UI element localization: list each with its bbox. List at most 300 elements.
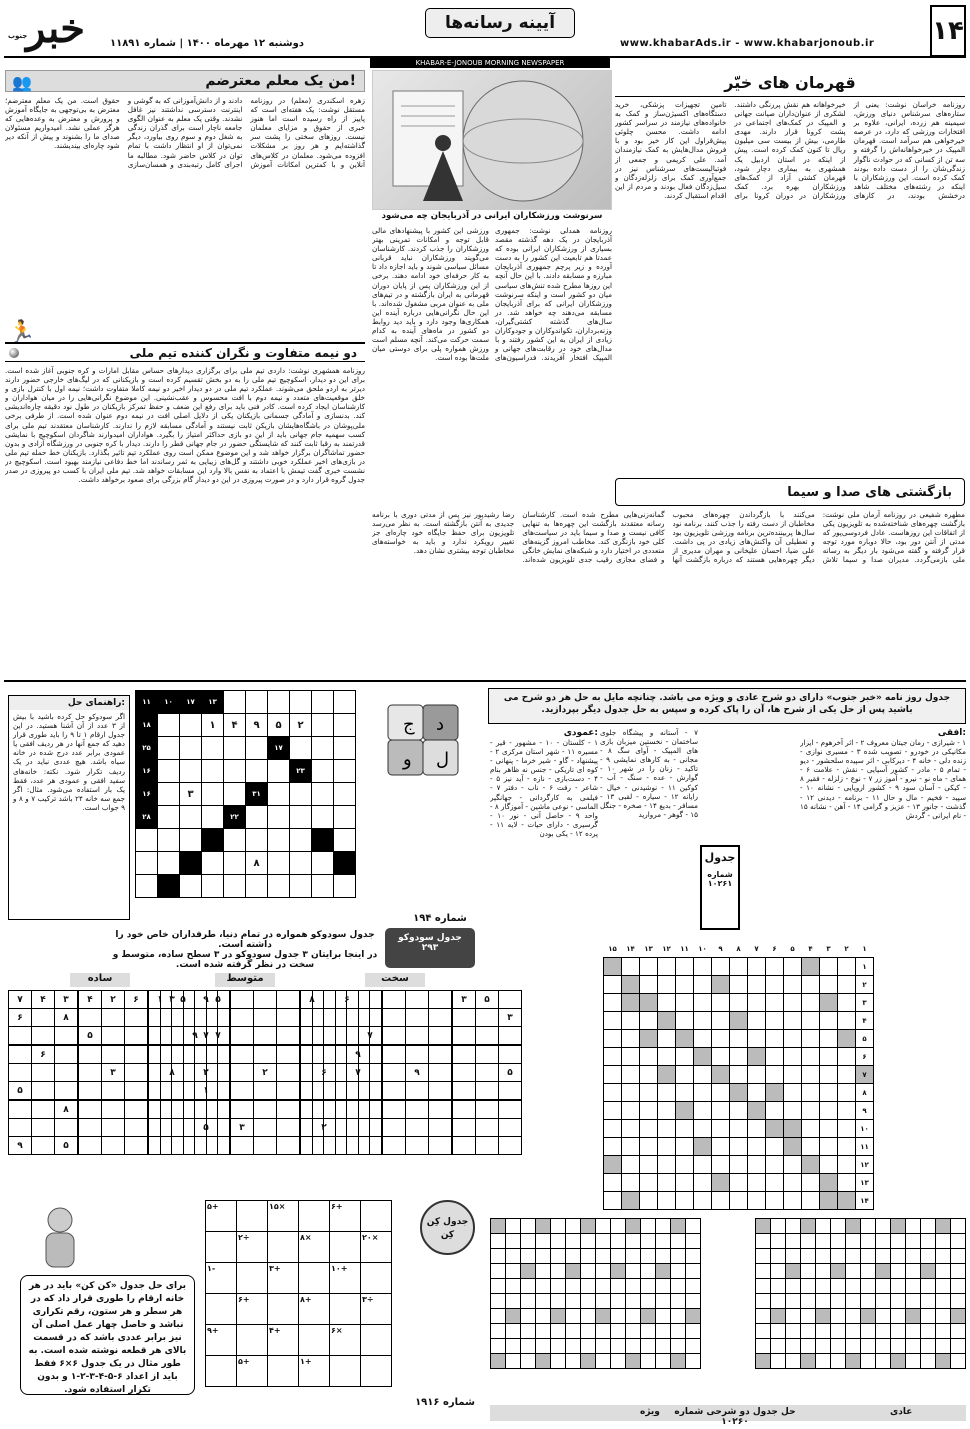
crossword-cell[interactable]: [748, 958, 766, 976]
sudoku-cell[interactable]: [102, 1137, 125, 1155]
sudoku-cell[interactable]: ۵: [78, 1027, 102, 1046]
crossword-cell[interactable]: [820, 958, 838, 976]
crossword-cell[interactable]: [730, 958, 748, 976]
arrow-crossword-grid[interactable]: [135, 690, 365, 920]
sudoku-cell[interactable]: [78, 1045, 102, 1064]
sudoku-cell[interactable]: [161, 1082, 184, 1101]
crossword-cell[interactable]: [658, 1030, 676, 1048]
crossword-cell[interactable]: [694, 994, 712, 1012]
crossword-cell[interactable]: [838, 1066, 856, 1084]
crossword-cell[interactable]: ۱۰: [856, 1120, 874, 1138]
crossword-cell[interactable]: ۴: [856, 1012, 874, 1030]
sudoku-cell[interactable]: [382, 1009, 406, 1027]
kenken-cell[interactable]: ۲÷: [237, 1232, 268, 1263]
sudoku-cell[interactable]: [102, 1045, 125, 1064]
crossword-cell[interactable]: [694, 1120, 712, 1138]
kenken-cell[interactable]: [361, 1201, 392, 1232]
sudoku-cell[interactable]: [102, 1119, 125, 1137]
crossword-cell[interactable]: [676, 1012, 694, 1030]
sudoku-cell[interactable]: [359, 1009, 383, 1027]
crossword-cell[interactable]: [820, 1084, 838, 1102]
crossword-cell[interactable]: [784, 994, 802, 1012]
arrow-cell[interactable]: [224, 737, 246, 760]
crossword-cell[interactable]: [820, 976, 838, 994]
sudoku-cell[interactable]: ۷: [207, 1027, 231, 1046]
arrow-cell[interactable]: ۸: [246, 852, 268, 875]
sudoku-cell[interactable]: [336, 1064, 359, 1082]
sudoku-cell[interactable]: [32, 1082, 55, 1101]
crossword-cell[interactable]: [784, 1084, 802, 1102]
kenken-cell[interactable]: [299, 1325, 330, 1356]
arrow-cell[interactable]: [312, 714, 334, 737]
sudoku-cell[interactable]: [359, 1064, 383, 1082]
sudoku-cell[interactable]: [277, 1027, 301, 1046]
sudoku-cell[interactable]: [382, 991, 406, 1009]
sudoku-cell[interactable]: [125, 1027, 149, 1046]
crossword-cell[interactable]: [766, 1156, 784, 1174]
crossword-cell[interactable]: [604, 976, 622, 994]
sudoku-cell[interactable]: [125, 1082, 149, 1101]
crossword-cell[interactable]: [748, 1156, 766, 1174]
crossword-cell[interactable]: [658, 1048, 676, 1066]
sudoku-cell[interactable]: ۹: [184, 1027, 207, 1046]
arrow-cell[interactable]: ۹: [246, 714, 268, 737]
arrow-cell[interactable]: [312, 852, 334, 875]
sudoku-cell[interactable]: [452, 1119, 476, 1137]
crossword-cell[interactable]: [712, 1084, 730, 1102]
crossword-cell[interactable]: [676, 1048, 694, 1066]
kenken-cell[interactable]: [299, 1263, 330, 1294]
arrow-cell[interactable]: [202, 806, 224, 829]
crossword-cell[interactable]: [694, 958, 712, 976]
sudoku-cell[interactable]: [125, 1064, 149, 1082]
crossword-cell[interactable]: [730, 1066, 748, 1084]
sudoku-cell[interactable]: [254, 1082, 277, 1101]
crossword-cell[interactable]: ۲: [856, 976, 874, 994]
arrow-cell[interactable]: [290, 852, 312, 875]
arrow-cell[interactable]: [180, 714, 202, 737]
sudoku-cell[interactable]: [336, 1045, 359, 1064]
sudoku-cell[interactable]: [429, 1137, 453, 1155]
sudoku-cell[interactable]: [55, 1064, 79, 1082]
sudoku-cell[interactable]: ۷: [359, 1027, 383, 1046]
kenken-cell[interactable]: ۱+: [299, 1356, 330, 1387]
sudoku-cell[interactable]: [382, 1045, 406, 1064]
sudoku-cell[interactable]: [452, 1027, 476, 1046]
arrow-cell[interactable]: [202, 760, 224, 783]
crossword-cell[interactable]: [730, 1138, 748, 1156]
sudoku-cell[interactable]: ۹: [195, 991, 218, 1009]
sudoku-cell[interactable]: [125, 1009, 149, 1027]
arrow-cell[interactable]: [224, 875, 246, 898]
crossword-cell[interactable]: [622, 1156, 640, 1174]
sudoku-cell[interactable]: ۵: [172, 991, 195, 1009]
sudoku-cell[interactable]: [161, 1137, 184, 1155]
crossword-cell[interactable]: [766, 994, 784, 1012]
sudoku-cell[interactable]: [382, 1082, 406, 1101]
sudoku-cell[interactable]: ۶: [32, 1045, 55, 1064]
sudoku-cell[interactable]: ۹: [347, 1045, 370, 1064]
crossword-cell[interactable]: [694, 976, 712, 994]
kenken-cell[interactable]: ۶+: [330, 1201, 361, 1232]
sudoku-cell[interactable]: ۹: [9, 1137, 32, 1155]
kenken-cell[interactable]: ۶+: [237, 1294, 268, 1325]
sudoku-cell[interactable]: ۵: [55, 1137, 79, 1155]
sudoku-cell[interactable]: [9, 1027, 32, 1046]
crossword-cell[interactable]: [658, 1102, 676, 1120]
sudoku-cell[interactable]: [382, 1119, 406, 1137]
sudoku-cell[interactable]: [429, 991, 453, 1009]
sudoku-cell[interactable]: [429, 1027, 453, 1046]
arrow-cell[interactable]: [312, 875, 334, 898]
arrow-cell[interactable]: [180, 806, 202, 829]
kenken-cell[interactable]: [361, 1263, 392, 1294]
crossword-cell[interactable]: [802, 1066, 820, 1084]
sudoku-cell[interactable]: [184, 1045, 207, 1064]
sudoku-cell[interactable]: [277, 1137, 301, 1155]
sudoku-cell[interactable]: [452, 1082, 476, 1101]
crossword-cell[interactable]: [694, 1012, 712, 1030]
sudoku-cell[interactable]: [452, 1009, 476, 1027]
crossword-cell[interactable]: [712, 1030, 730, 1048]
crossword-cell[interactable]: [820, 1048, 838, 1066]
arrow-cell[interactable]: [158, 852, 180, 875]
crossword-cell[interactable]: [712, 1120, 730, 1138]
arrow-cell[interactable]: [202, 875, 224, 898]
crossword-cell[interactable]: ۳: [856, 994, 874, 1012]
arrow-cell[interactable]: [268, 691, 290, 714]
crossword-cell[interactable]: [640, 1120, 658, 1138]
sudoku-cell[interactable]: [9, 1045, 32, 1064]
crossword-cell[interactable]: [820, 1030, 838, 1048]
sudoku-cell[interactable]: ۵: [476, 991, 499, 1009]
crossword-cell[interactable]: [838, 976, 856, 994]
sudoku-cell[interactable]: [406, 1137, 429, 1155]
sudoku-cell[interactable]: ۶: [336, 991, 359, 1009]
arrow-cell[interactable]: [268, 852, 290, 875]
crossword-cell[interactable]: [838, 1084, 856, 1102]
crossword-cell[interactable]: [784, 1156, 802, 1174]
crossword-cell[interactable]: [730, 1102, 748, 1120]
kenken-cell[interactable]: [268, 1232, 299, 1263]
sudoku-cell[interactable]: ۵: [207, 991, 231, 1009]
arrow-cell[interactable]: [224, 691, 246, 714]
kenken-cell[interactable]: ۱۰+: [330, 1263, 361, 1294]
arrow-cell[interactable]: [224, 829, 246, 852]
crossword-cell[interactable]: [712, 1138, 730, 1156]
urls[interactable]: www.khabarAds.ir - www.khabarjonoub.ir: [620, 38, 875, 49]
crossword-cell[interactable]: [766, 1030, 784, 1048]
sudoku-cell[interactable]: [161, 1009, 184, 1027]
sudoku-cell[interactable]: [55, 1119, 79, 1137]
kenken-cell[interactable]: [206, 1294, 237, 1325]
arrow-cell[interactable]: [334, 691, 356, 714]
crossword-cell[interactable]: [766, 1066, 784, 1084]
kenken-cell[interactable]: ۵+: [237, 1356, 268, 1387]
sudoku-cell[interactable]: [207, 1009, 231, 1027]
arrow-cell[interactable]: [334, 783, 356, 806]
crossword-cell[interactable]: [640, 1012, 658, 1030]
arrow-cell[interactable]: [224, 852, 246, 875]
sudoku-cell[interactable]: ۳: [499, 1009, 522, 1027]
crossword-cell[interactable]: [802, 1048, 820, 1066]
crossword-cell[interactable]: [748, 1138, 766, 1156]
arrow-cell[interactable]: [312, 806, 334, 829]
sudoku-cell[interactable]: ۳: [161, 991, 184, 1009]
crossword-cell[interactable]: [766, 1048, 784, 1066]
crossword-cell[interactable]: [694, 1030, 712, 1048]
sudoku-cell[interactable]: [254, 1119, 277, 1137]
arrow-cell[interactable]: [158, 737, 180, 760]
sudoku-cell[interactable]: ۱: [195, 1082, 218, 1101]
crossword-cell[interactable]: [784, 1192, 802, 1210]
crossword-cell[interactable]: ۵: [856, 1030, 874, 1048]
sudoku-cell[interactable]: [277, 1045, 301, 1064]
crossword-cell[interactable]: [748, 1192, 766, 1210]
arrow-cell[interactable]: [202, 852, 224, 875]
sudoku-cell[interactable]: ۱: [148, 991, 172, 1009]
crossword-cell[interactable]: [676, 1156, 694, 1174]
crossword-cell[interactable]: [820, 1156, 838, 1174]
crossword-cell[interactable]: [748, 1174, 766, 1192]
arrow-cell[interactable]: [334, 714, 356, 737]
sudoku-cell[interactable]: ۷: [347, 1064, 370, 1082]
crossword-cell[interactable]: ۸: [856, 1084, 874, 1102]
sudoku-cell[interactable]: [184, 1082, 207, 1101]
crossword-cell[interactable]: [802, 1030, 820, 1048]
arrow-cell[interactable]: [312, 691, 334, 714]
crossword-cell[interactable]: [838, 1138, 856, 1156]
sudoku-cell[interactable]: [184, 991, 207, 1009]
arrow-cell[interactable]: [290, 875, 312, 898]
crossword-cell[interactable]: [622, 1066, 640, 1084]
kenken-cell[interactable]: ۹+: [206, 1325, 237, 1356]
kenken-cell[interactable]: [330, 1294, 361, 1325]
crossword-cell[interactable]: [748, 994, 766, 1012]
crossword-cell[interactable]: [748, 1030, 766, 1048]
sudoku-cell[interactable]: ۲: [254, 1064, 277, 1082]
crossword-cell[interactable]: [784, 1030, 802, 1048]
crossword-cell[interactable]: [676, 994, 694, 1012]
sudoku-cell[interactable]: [161, 1100, 184, 1119]
arrow-cell[interactable]: [246, 760, 268, 783]
sudoku-cell[interactable]: [336, 1100, 359, 1119]
sudoku-cell[interactable]: [277, 1082, 301, 1101]
sudoku-cell[interactable]: [102, 1100, 125, 1119]
sudoku-cell[interactable]: [32, 1119, 55, 1137]
sudoku-cell[interactable]: [207, 1064, 231, 1082]
crossword-cell[interactable]: ۱۳: [856, 1174, 874, 1192]
sudoku-cell[interactable]: [336, 1027, 359, 1046]
crossword-cell[interactable]: [820, 1120, 838, 1138]
crossword-cell[interactable]: [784, 1174, 802, 1192]
arrow-cell[interactable]: [136, 875, 158, 898]
crossword-cell[interactable]: [784, 1066, 802, 1084]
crossword-cell[interactable]: [784, 976, 802, 994]
crossword-cell[interactable]: [622, 1120, 640, 1138]
sudoku-cell[interactable]: [125, 1137, 149, 1155]
crossword-cell[interactable]: [712, 1156, 730, 1174]
arrow-cell[interactable]: [158, 806, 180, 829]
sudoku-cell[interactable]: [452, 1137, 476, 1155]
crossword-cell[interactable]: [712, 1102, 730, 1120]
sudoku-cell[interactable]: [313, 991, 336, 1009]
kenken-cell[interactable]: [206, 1232, 237, 1263]
crossword-cell[interactable]: [658, 1174, 676, 1192]
logo[interactable]: خبر جنوب: [8, 5, 85, 52]
sudoku-cell[interactable]: [359, 1119, 383, 1137]
crossword-cell[interactable]: [604, 1084, 622, 1102]
crossword-cell[interactable]: [622, 1102, 640, 1120]
sudoku-cell[interactable]: [78, 1064, 102, 1082]
sudoku-cell[interactable]: [406, 991, 429, 1009]
crossword-cell[interactable]: [820, 1012, 838, 1030]
sudoku-cell[interactable]: ۸: [55, 1009, 79, 1027]
sudoku-cell[interactable]: [277, 1009, 301, 1027]
sudoku-cell[interactable]: ۷: [9, 991, 32, 1009]
crossword-cell[interactable]: [748, 1012, 766, 1030]
sudoku-cell[interactable]: [429, 1082, 453, 1101]
sudoku-cell[interactable]: [313, 1082, 336, 1101]
arrow-cell[interactable]: [158, 714, 180, 737]
crossword-cell[interactable]: [748, 1120, 766, 1138]
sudoku-cell[interactable]: [254, 1027, 277, 1046]
crossword-cell[interactable]: [640, 1138, 658, 1156]
crossword-cell[interactable]: ۱۱: [856, 1138, 874, 1156]
sudoku-cell[interactable]: ۷: [195, 1027, 218, 1046]
sudoku-cell[interactable]: [277, 991, 301, 1009]
crossword-cell[interactable]: [640, 1084, 658, 1102]
crossword-cell[interactable]: [640, 1066, 658, 1084]
crossword-cell[interactable]: [604, 1138, 622, 1156]
sudoku-cell[interactable]: [161, 1027, 184, 1046]
sudoku-cell[interactable]: [313, 1137, 336, 1155]
sudoku-cell[interactable]: ۴: [78, 991, 102, 1009]
crossword-cell[interactable]: [622, 1048, 640, 1066]
sudoku-cell[interactable]: [230, 1064, 254, 1082]
arrow-cell[interactable]: [202, 737, 224, 760]
crossword-cell[interactable]: [604, 1102, 622, 1120]
crossword-cell[interactable]: [766, 976, 784, 994]
sudoku-cell[interactable]: [429, 1119, 453, 1137]
crossword-cell[interactable]: [766, 958, 784, 976]
sudoku-cell[interactable]: [125, 1100, 149, 1119]
sudoku-cell[interactable]: [336, 1137, 359, 1155]
sudoku-cell[interactable]: [336, 1009, 359, 1027]
sudoku-cell[interactable]: [277, 1119, 301, 1137]
crossword-cell[interactable]: [622, 1030, 640, 1048]
arrow-cell[interactable]: [224, 760, 246, 783]
crossword-cell[interactable]: [838, 1120, 856, 1138]
arrow-cell[interactable]: ۱: [202, 714, 224, 737]
crossword-cell[interactable]: [622, 1138, 640, 1156]
sudoku-cell[interactable]: [406, 1045, 429, 1064]
kenken-cell[interactable]: ۶×: [330, 1325, 361, 1356]
sudoku-cell[interactable]: [429, 1009, 453, 1027]
sudoku-cell[interactable]: [313, 1100, 336, 1119]
crossword-cell[interactable]: [802, 994, 820, 1012]
kenken-cell[interactable]: ۸×: [299, 1232, 330, 1263]
crossword-cell[interactable]: [730, 1192, 748, 1210]
sudoku-cell[interactable]: [452, 1064, 476, 1082]
arrow-cell[interactable]: [158, 829, 180, 852]
kenken-cell[interactable]: ۱-: [206, 1263, 237, 1294]
crossword-cell[interactable]: [640, 1174, 658, 1192]
crossword-cell[interactable]: [766, 1174, 784, 1192]
arrow-cell[interactable]: [334, 806, 356, 829]
arrow-cell[interactable]: [180, 829, 202, 852]
kenken-cell[interactable]: ۳+: [268, 1263, 299, 1294]
sudoku-cell[interactable]: [102, 1027, 125, 1046]
arrow-cell[interactable]: [312, 760, 334, 783]
arrow-cell[interactable]: [290, 737, 312, 760]
kenken-cell[interactable]: [206, 1356, 237, 1387]
sudoku-cell[interactable]: [313, 1045, 336, 1064]
arrow-cell[interactable]: ۲: [290, 714, 312, 737]
crossword-cell[interactable]: [838, 994, 856, 1012]
arrow-cell[interactable]: [246, 829, 268, 852]
sudoku-cell[interactable]: [207, 1137, 231, 1155]
kenken-cell[interactable]: [361, 1325, 392, 1356]
sudoku-cell[interactable]: [254, 991, 277, 1009]
sudoku-cell[interactable]: [230, 1009, 254, 1027]
sudoku-cell[interactable]: [184, 1100, 207, 1119]
sudoku-cell[interactable]: [452, 1045, 476, 1064]
crossword-cell[interactable]: [658, 994, 676, 1012]
crossword-cell[interactable]: [676, 1192, 694, 1210]
kenken-cell[interactable]: ۵+: [206, 1201, 237, 1232]
crossword-cell[interactable]: [820, 1138, 838, 1156]
sudoku-cell[interactable]: [78, 1100, 102, 1119]
sudoku-cell[interactable]: [9, 1100, 32, 1119]
sudoku-cell[interactable]: ۶: [125, 991, 149, 1009]
arrow-cell[interactable]: [136, 852, 158, 875]
arrow-cell[interactable]: [268, 875, 290, 898]
kenken-cell[interactable]: [237, 1201, 268, 1232]
sudoku-cell[interactable]: [55, 1082, 79, 1101]
arrow-cell[interactable]: [290, 806, 312, 829]
arrow-cell[interactable]: [290, 783, 312, 806]
crossword-cell[interactable]: [676, 1084, 694, 1102]
crossword-cell[interactable]: [676, 1138, 694, 1156]
arrow-cell[interactable]: [312, 783, 334, 806]
arrow-cell[interactable]: [268, 783, 290, 806]
crossword-grid[interactable]: [603, 940, 874, 1210]
arrow-cell[interactable]: [334, 760, 356, 783]
sudoku-cell[interactable]: ۹: [406, 1064, 429, 1082]
crossword-cell[interactable]: [694, 1174, 712, 1192]
crossword-cell[interactable]: [622, 1084, 640, 1102]
crossword-cell[interactable]: [730, 994, 748, 1012]
sudoku-cell[interactable]: [382, 1064, 406, 1082]
sudoku-cell[interactable]: [313, 1027, 336, 1046]
sudoku-cell[interactable]: [161, 1045, 184, 1064]
crossword-cell[interactable]: [712, 1192, 730, 1210]
sudoku-cell[interactable]: [207, 1045, 231, 1064]
crossword-cell[interactable]: ۱: [856, 958, 874, 976]
crossword-cell[interactable]: [730, 1120, 748, 1138]
sudoku-cell[interactable]: [254, 1045, 277, 1064]
sudoku-cell[interactable]: ۲: [313, 1119, 336, 1137]
crossword-cell[interactable]: [658, 1156, 676, 1174]
crossword-cell[interactable]: [748, 976, 766, 994]
crossword-cell[interactable]: [694, 1192, 712, 1210]
sudoku-cell[interactable]: [55, 1045, 79, 1064]
crossword-cell[interactable]: [658, 1084, 676, 1102]
sudoku-cell[interactable]: [359, 991, 383, 1009]
sudoku-cell[interactable]: [9, 1064, 32, 1082]
arrow-cell[interactable]: [268, 829, 290, 852]
